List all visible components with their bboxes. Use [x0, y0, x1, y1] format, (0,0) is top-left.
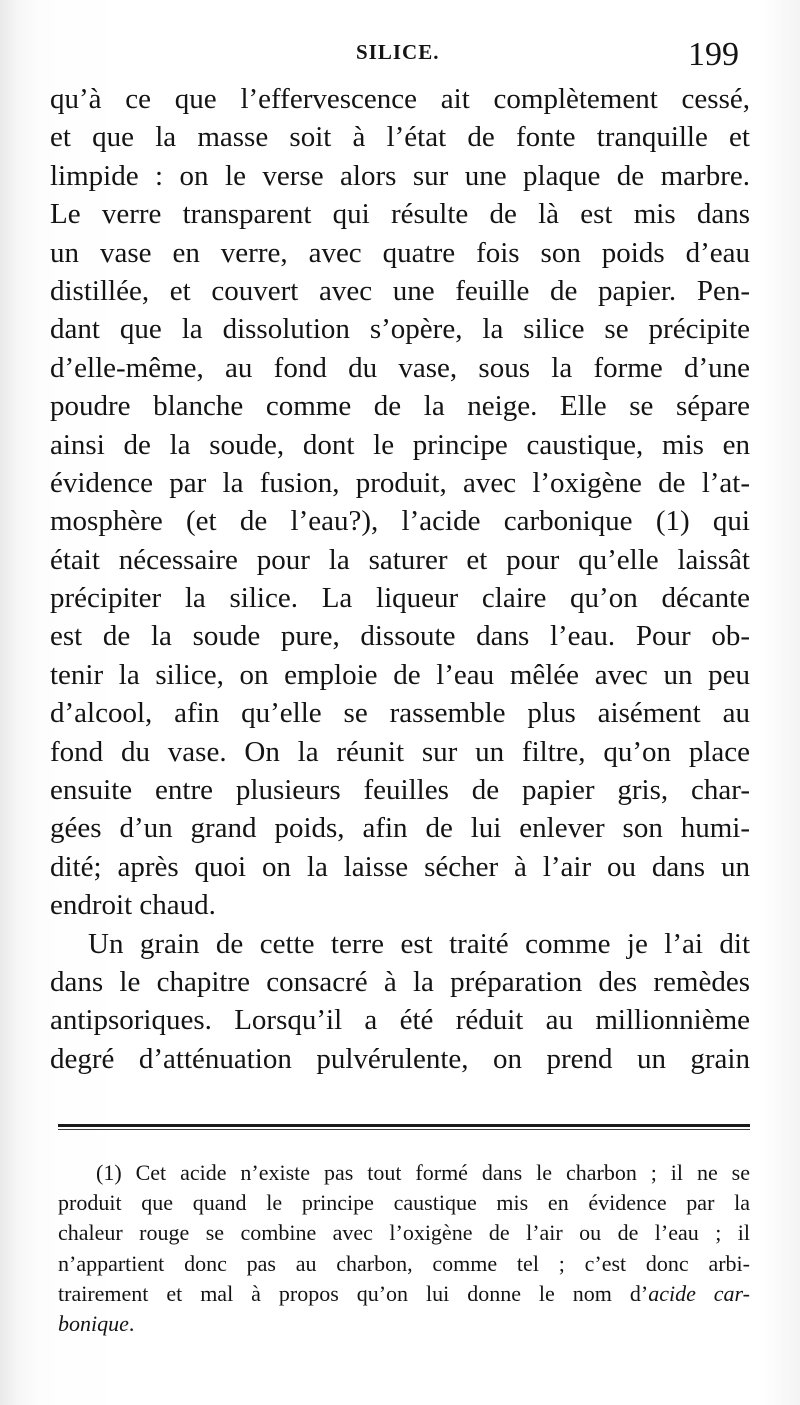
text-line: dans le chapitre consacré à la préparation des remèdes: [50, 965, 750, 998]
running-head: SILICE.: [356, 40, 440, 64]
footnote: [58, 1158, 750, 1339]
text-line: est de la soude pure, dissoute dans l’eau. Pour ob-: [50, 620, 750, 653]
text-line: tenir la silice, on emploie de l’eau mêlée avec un peu: [50, 658, 750, 691]
page-header: [0, 36, 800, 80]
footnote-end-punctuation: .: [128, 1310, 135, 1336]
text-line: fond du vase. On la réunit sur un filtre, qu’on place: [50, 735, 750, 768]
footnote-line: produit que quand le principe caustique mis en évidence par la: [58, 1190, 750, 1216]
main-text: [50, 80, 750, 1078]
text-line: antipsoriques. Lorsqu’il a été réduit au millionnième: [50, 1004, 750, 1037]
text-line: dant que la dissolution s’opère, la silice se précipite: [50, 313, 750, 346]
text-line: d’alcool, afin qu’elle se rassemble plus aisément au: [50, 697, 750, 730]
footnote-last-line: [58, 1309, 750, 1339]
text-line: d’elle-même, au fond du vase, sous la forme d’une: [50, 351, 750, 384]
text-line: distillée, et couvert avec une feuille de papier. Pen-: [50, 274, 750, 307]
text-line: était nécessaire pour la saturer et pour qu’elle laissât: [50, 543, 750, 576]
text-line: dité; après quoi on la laisse sécher à l’air ou dans un: [50, 850, 750, 883]
paragraph-end-line: endroit chaud.: [50, 889, 216, 922]
text-line: qu’à ce que l’effervescence ait complètement cessé,: [50, 83, 750, 115]
page-number: 199: [688, 36, 739, 73]
text-line: et que la masse soit à l’état de fonte tranquille et: [50, 121, 750, 154]
italic-term-end: bonique: [58, 1310, 129, 1336]
text-line: mosphère (et de l’eau?), l’acide carbonique (1) qui: [50, 505, 750, 538]
italic-term: acide car-: [648, 1280, 751, 1306]
footnote-separator-rule: [58, 1124, 750, 1127]
text-line: ensuite entre plusieurs feuilles de papier gris, char-: [50, 774, 750, 807]
text-line: un vase en verre, avec quatre fois son poids d’eau: [50, 236, 750, 269]
text-line: poudre blanche comme de la neige. Elle se sépare: [50, 390, 750, 423]
text-line: gées d’un grand poids, afin de lui enlever son humi-: [50, 812, 750, 845]
text-line: évidence par la fusion, produit, avec l’oxigène de l’at-: [50, 466, 750, 499]
footnote-line: (1) Cet acide n’existe pas tout formé dans le charbon ; il ne se: [96, 1160, 750, 1185]
text-line: Le verre transparent qui résulte de là est mis dans: [50, 198, 750, 231]
footnote-line: chaleur rouge se combine avec l’oxigène de l’air ou de l’eau ; il: [58, 1220, 750, 1246]
footnote-line-text: trairement et mal à propos qu’on lui donne le nom d’: [58, 1280, 649, 1306]
text-line: précipiter la silice. La liqueur claire qu’on décante: [50, 582, 750, 615]
footnote-separator-thin-rule: [58, 1129, 750, 1130]
text-line: limpide : on le verse alors sur une plaque de marbre.: [50, 159, 750, 192]
footnote-line-with-italic: [58, 1279, 750, 1309]
footnote-line: n’appartient donc pas au charbon, comme tel ; c’est donc arbi-: [58, 1250, 750, 1276]
text-line: degré d’atténuation pulvérulente, on prend un grain: [50, 1042, 750, 1075]
paragraph-first-line: Un grain de cette terre est traité comme je l’ai dit: [88, 927, 750, 960]
text-line: ainsi de la soude, dont le principe caustique, mis en: [50, 428, 750, 461]
